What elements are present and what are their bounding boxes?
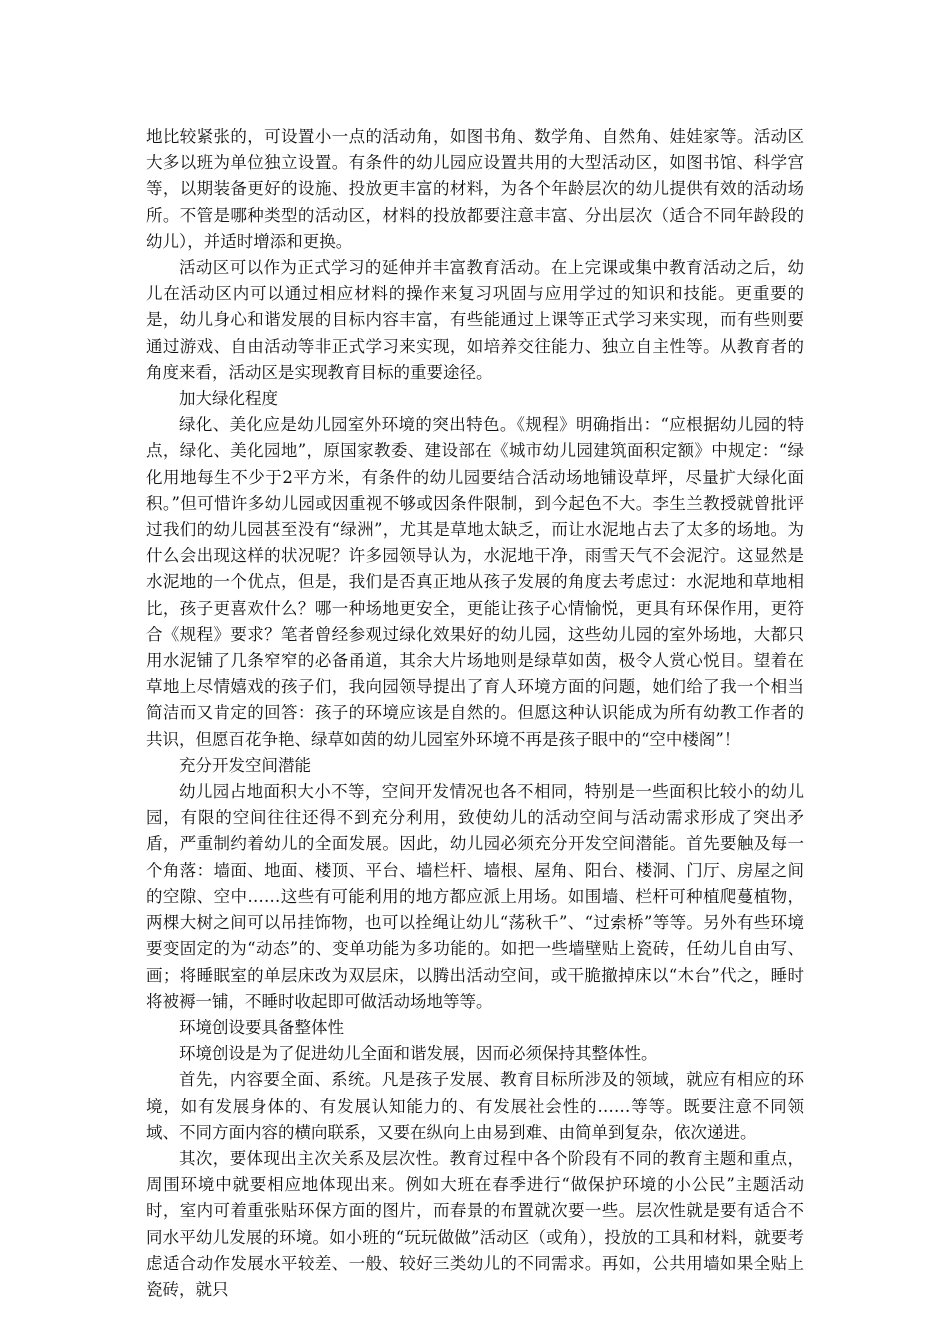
- section-heading-integrity: 环境创设要具备整体性: [179, 1017, 344, 1037]
- section-heading-greening: 加大绿化程度: [179, 389, 278, 409]
- paragraph-greening: 绿化、美化应是幼儿园室外环境的突出特色。《规程》明确指出：“应根据幼儿园的特点，绿化、美化园地”，原国家教委、建设部在《城市幼儿园建筑面积定额》中规定：“绿化用地每生不少于2平方米，有条件的幼儿园要结合活动场地铺设草坪，尽量扩大绿化面积。”但可惜许多幼儿园或因重视不够或因条件限制，到今起色不大。李生兰教授就曾批评过我们的幼儿园甚至没有“绿洲”，尤其是草地太缺乏，而让水泥地占去了太多的场地。为什么会出现这样的状况呢？许多园领导认为，水泥地干净，雨雪天气不会泥泞。这显然是水泥地的一个优点，但是，我们是否真正地从孩子发展的角度去考虑过：水泥地和草地相比，孩子更喜欢什么？哪一种场地更安全，更能让孩子心情愉悦，更具有环保作用，更符合《规程》要求？笔者曾经参观过绿化效果好的幼儿园，这些幼儿园的室外场地，大都只用水泥铺了几条窄窄的必备甬道，其余大片场地则是绿草如茵，极令人赏心悦目。望着在草地上尽情嬉戏的孩子们，我向园领导提出了育人环境方面的问题，她们给了我一个相当简洁而又肯定的回答：孩子的环境应该是自然的。但愿这种认识能成为所有幼教工作者的共识，但愿百花争艳、绿草如茵的幼儿园室外环境不再是孩子眼中的“空中楼阁”！: [146, 415, 804, 749]
- paragraph-integrity-second: 其次，要体现出主次关系及层次性。教育过程中各个阶段有不同的教育主题和重点，周围环境中就要相应地体现出来。例如大班在春季进行“做保护环境的小公民”主题活动时，室内可着重张贴环保方面的图片，而春景的布置就次要一些。层次性就是要有适合不同水平幼儿发展的环境。如小班的“玩玩做做”活动区（或角），投放的工具和材料，就要考虑适合动作发展水平较差、一般、较好三类幼儿的不同需求。再如，公共用墙如果全贴上瓷砖，就只: [146, 1148, 804, 1299]
- paragraph-activity-area-extension: 活动区可以作为正式学习的延伸并丰富教育活动。在上完课或集中教育活动之后，幼儿在活动区内可以通过相应材料的操作来复习巩固与应用学过的知识和技能。更重要的是，幼儿身心和谐发展的目标内容丰富，有些能通过上课等正式学习来实现，而有些则要通过游戏、自由活动等非正式学习来实现，如培养交往能力、独立自主性等。从教育者的角度来看，活动区是实现教育目标的重要途径。: [146, 258, 804, 382]
- paragraph-activity-area-setup: 地比较紧张的，可设置小一点的活动角，如图书角、数学角、自然角、娃娃家等。活动区大多以班为单位独立设置。有条件的幼儿园应设置共用的大型活动区，如图书馆、科学宫等，以期装备更好的设施、投放更丰富的材料，为各个年龄层次的幼儿提供有效的活动场所。不管是哪种类型的活动区，材料的投放都要注意丰富、分出层次（适合不同年龄段的幼儿），并适时增添和更换。: [146, 127, 804, 251]
- paragraph-space-potential: 幼儿园占地面积大小不等，空间开发情况也各不相同，特别是一些面积比较小的幼儿园，有限的空间往往还得不到充分利用，致使幼儿的活动空间与活动需求形成了突出矛盾，严重制约着幼儿的全面发展。因此，幼儿园必须充分开发空间潜能。首先要触及每一个角落：墙面、地面、楼顶、平台、墙栏杆、墙根、屋角、阳台、楼洞、门厅、房屋之间的空隙、空中……这些有可能利用的地方都应派上用场。如围墙、栏杆可种植爬蔓植物，两棵大树之间可以吊挂饰物，也可以拴绳让幼儿“荡秋千”、“过索桥”等等。另外有些环境要变固定的为“动态”的、变单功能为多功能的。如把一些墙壁贴上瓷砖，任幼儿自由写、画；将睡眠室的单层床改为双层床，以腾出活动空间，或干脆撤掉床以“木台”代之，睡时将被褥一铺，不睡时收起即可做活动场地等等。: [146, 782, 804, 1011]
- document-page: [146, 124, 804, 1303]
- section-heading-space-potential: 充分开发空间潜能: [179, 755, 311, 775]
- paragraph-integrity-first: 首先，内容要全面、系统。凡是孩子发展、教育目标所涉及的领域，就应有相应的环境，如有发展身体的、有发展认知能力的、有发展社会性的……等等。既要注意不同领域、不同方面内容的横向联系，又要在纵向上由易到难、由简单到复杂，依次递进。: [146, 1070, 804, 1142]
- paragraph-integrity-intro: 环境创设是为了促进幼儿全面和谐发展，因而必须保持其整体性。: [179, 1044, 658, 1064]
